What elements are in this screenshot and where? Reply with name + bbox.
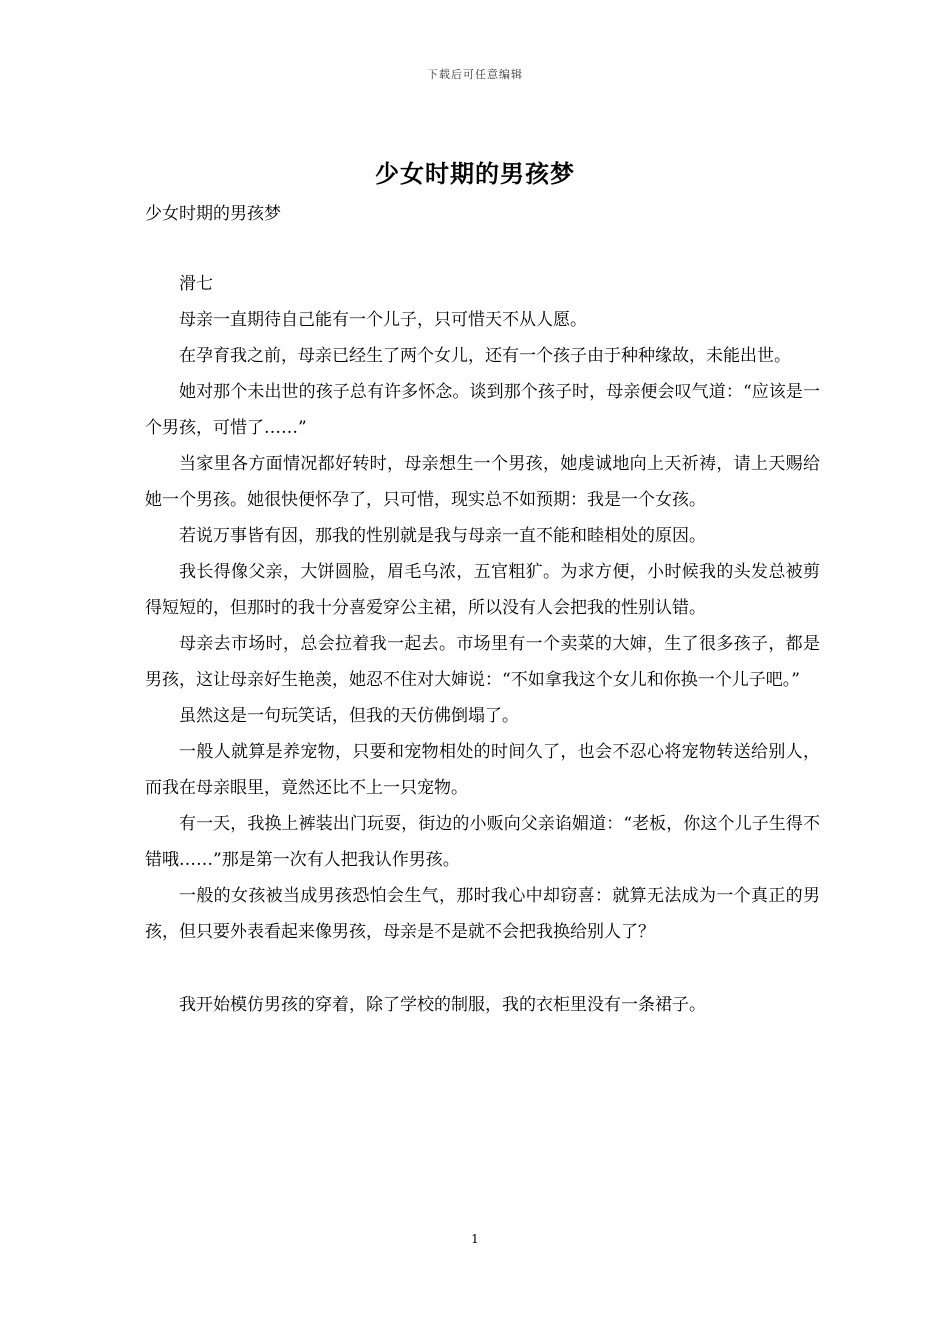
paragraph: 若说万事皆有因，那我的性别就是我与母亲一直不能和睦相处的原因。 [179,526,706,546]
document-subtitle: 少女时期的男孩梦 [145,204,281,224]
document-body [145,196,820,1023]
header-note: 下载后可任意编辑 [427,68,523,81]
page-number: 1 [471,1232,479,1246]
paragraph: 我长得像父亲，大饼圆脸，眉毛乌浓，五官粗犷。为求方便，小时候我的头发总被剪得短短的，但那时的我十分喜爱穿公主裙，所以没有人会把我的性别认错。 [145,562,820,618]
paragraph: 母亲去市场时，总会拉着我一起去。市场里有一个卖菜的大婶，生了很多孩子，都是男孩，这让母亲好生艳羡，她忍不住对大婶说：“不如拿我这个女儿和你换一个儿子吧。” [145,634,820,690]
paragraph: 虽然这是一句玩笑话，但我的天仿佛倒塌了。 [179,706,519,726]
paragraph: 她对那个未出世的孩子总有许多怀念。谈到那个孩子时，母亲便会叹气道：“应该是一个男孩，可惜了……” [145,382,820,438]
paragraph: 在孕育我之前，母亲已经生了两个女儿，还有一个孩子由于种种缘故，未能出世。 [179,346,791,366]
author-line: 滑七 [179,274,213,294]
paragraph: 有一天，我换上裤装出门玩耍，街边的小贩向父亲谄媚道：“老板，你这个儿子生得不错哦……”那是第一次有人把我认作男孩。 [145,814,820,870]
paragraph-last: 我开始模仿男孩的穿着，除了学校的制服，我的衣柜里没有一条裙子。 [179,995,706,1015]
document-title: 少女时期的男孩梦 [375,159,575,188]
blank-line [145,950,820,987]
paragraph: 母亲一直期待自己能有一个儿子，只可惜天不从人愿。 [179,310,587,330]
paragraph: 一般人就算是养宠物，只要和宠物相处的时间久了，也会不忍心将宠物转送给别人，而我在母亲眼里，竟然还比不上一只宠物。 [145,742,820,798]
paragraph: 当家里各方面情况都好转时，母亲想生一个男孩，她虔诚地向上天祈祷，请上天赐给她一个男孩。她很快便怀孕了，只可惜，现实总不如预期：我是一个女孩。 [145,454,820,510]
paragraph: 一般的女孩被当成男孩恐怕会生气，那时我心中却窃喜：就算无法成为一个真正的男孩，但只要外表看起来像男孩，母亲是不是就不会把我换给别人了？ [145,886,820,942]
blank-line [145,232,820,266]
